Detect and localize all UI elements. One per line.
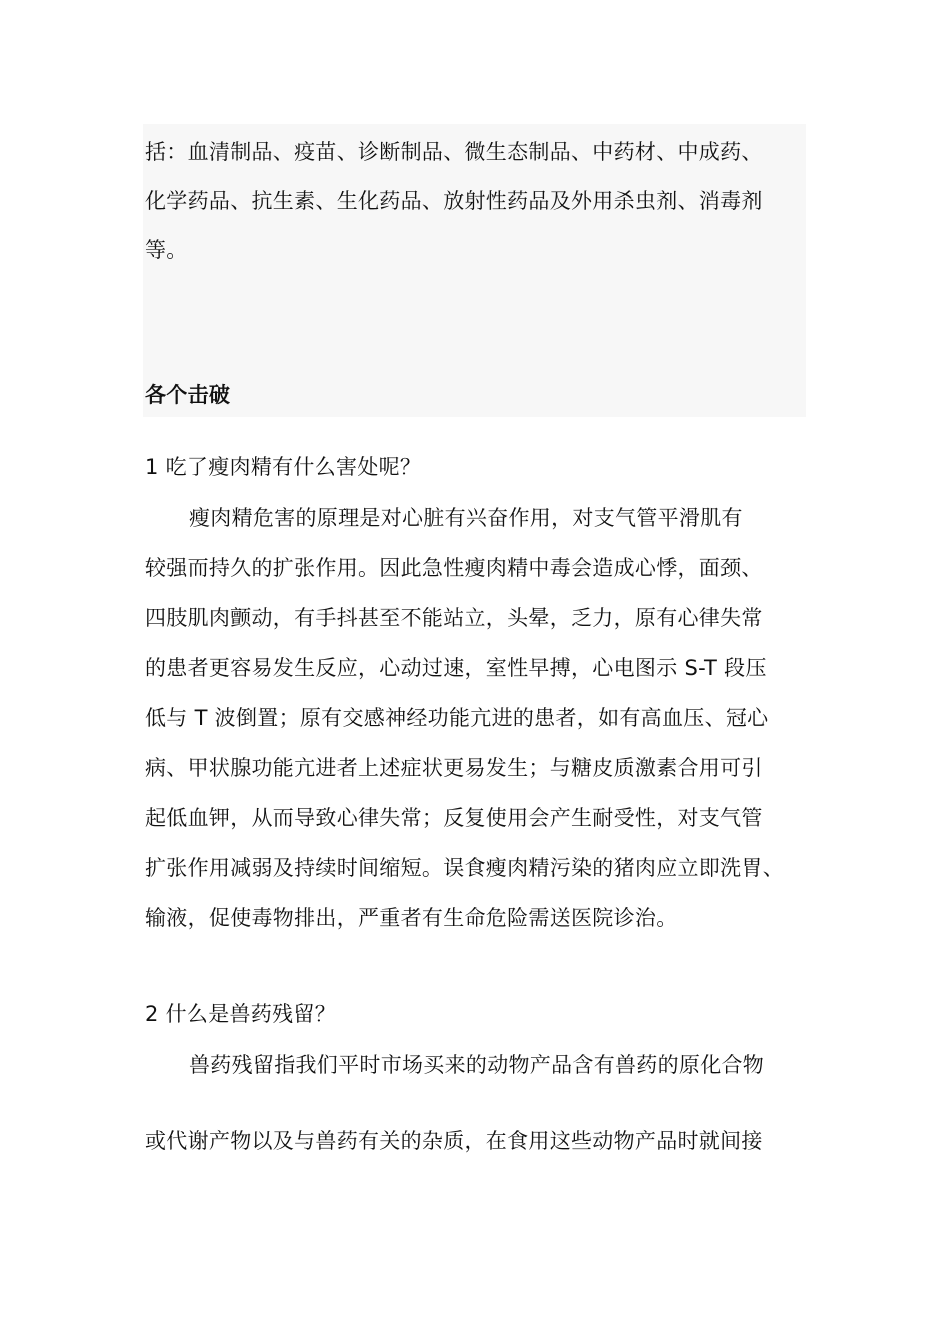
question-1-title: 1 吃了瘦肉精有什么害处呢？ <box>145 455 422 479</box>
q1-line-7: 起低血钾，从而导致心律失常；反复使用会产生耐受性，对支气管 <box>145 806 763 830</box>
question-2-title: 2 什么是兽药残留？ <box>145 1002 337 1026</box>
highlight-box <box>143 124 806 417</box>
q1-line-5: 低与 T 波倒置；原有交感神经功能亢进的患者，如有高血压、冠心 <box>145 706 769 730</box>
intro-line-1: 括：血清制品、疫苗、诊断制品、微生态制品、中药材、中成药、 <box>145 140 763 164</box>
q1-line-6: 病、甲状腺功能亢进者上述症状更易发生；与糖皮质激素合用可引 <box>145 756 763 780</box>
intro-line-2: 化学药品、抗生素、生化药品、放射性药品及外用杀虫剂、消毒剂 <box>145 189 763 213</box>
q2-line-2: 或代谢产物以及与兽药有关的杂质，在食用这些动物产品时就间接 <box>145 1129 763 1153</box>
section-title: 各个击破 <box>145 383 231 407</box>
q1-line-2: 较强而持久的扩张作用。因此急性瘦肉精中毒会造成心悸，面颈、 <box>145 556 763 580</box>
q1-line-1: 瘦肉精危害的原理是对心脏有兴奋作用，对支气管平滑肌有 <box>189 506 743 530</box>
q1-line-3: 四肢肌肉颤动，有手抖甚至不能站立，头晕，乏力，原有心律失常 <box>145 606 763 630</box>
q1-line-8: 扩张作用减弱及持续时间缩短。误食瘦肉精污染的猪肉应立即洗胃、 <box>145 856 784 880</box>
q2-line-1: 兽药残留指我们平时市场买来的动物产品含有兽药的原化合物 <box>189 1053 765 1077</box>
q1-line-4: 的患者更容易发生反应，心动过速，室性早搏，心电图示 S-T 段压 <box>145 656 767 680</box>
q1-line-9: 输液，促使毒物排出，严重者有生命危险需送医院诊治。 <box>145 906 678 930</box>
intro-line-3: 等。 <box>145 238 188 262</box>
